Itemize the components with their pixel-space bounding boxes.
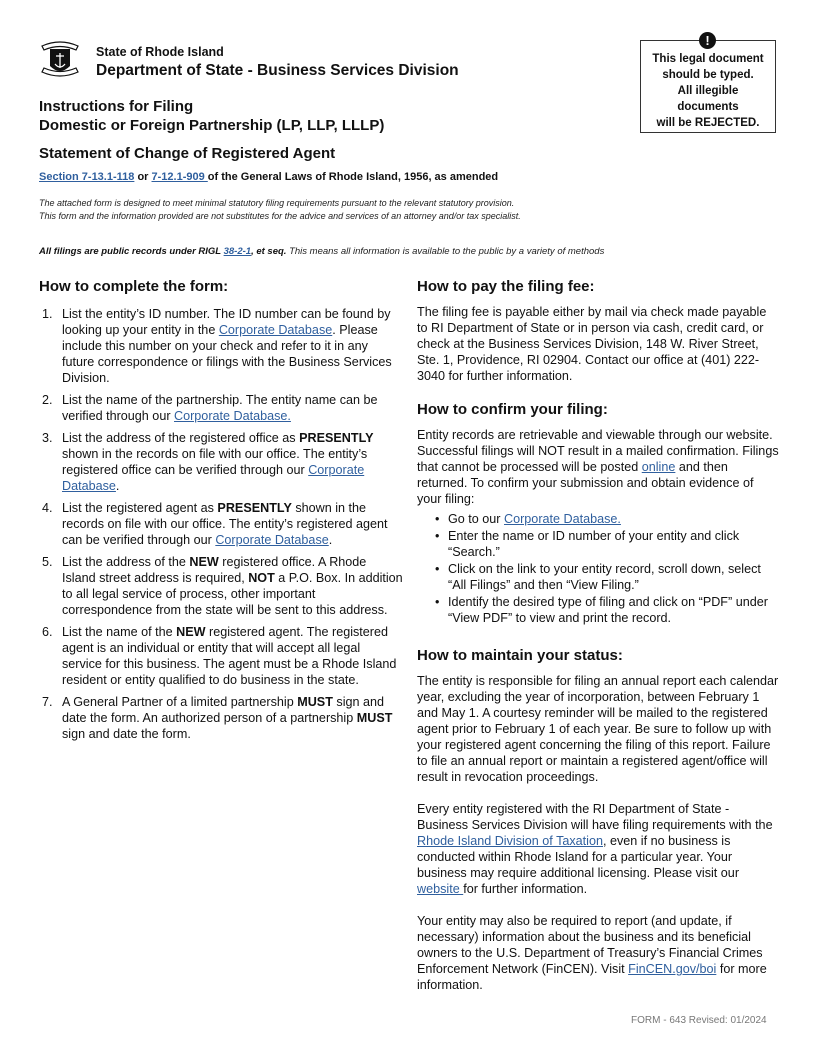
step-number: 7. xyxy=(42,695,53,709)
bullet-icon: • xyxy=(435,562,440,576)
pay-fee-section xyxy=(417,278,779,384)
taxation-text xyxy=(417,801,779,897)
confirm-section xyxy=(417,401,779,626)
state-name: State of Rhode Island xyxy=(96,45,224,59)
taxation-text-part: Every entity registered with the RI Department of State - Business Services Division will have filing requirements with the xyxy=(417,802,773,832)
bullet-icon: • xyxy=(435,595,440,609)
bullet-text: Identify the desired type of filing and click on “PDF” under “View PDF” to view and print the record. xyxy=(448,595,768,625)
section-7-12-1-909-link[interactable]: 7-12.1-909 xyxy=(151,171,208,183)
emphasis: PRESENTLY xyxy=(299,431,374,445)
complete-form-heading: How to complete the form: xyxy=(39,278,229,295)
public-records-notice xyxy=(39,246,604,257)
rhode-island-seal-icon xyxy=(38,38,82,82)
step-text: List the name of the xyxy=(62,625,177,639)
list-item xyxy=(39,554,403,618)
notice-line: will be REJECTED. xyxy=(656,117,760,129)
statute-reference xyxy=(39,171,498,183)
ri-division-of-taxation-link[interactable]: Rhode Island Division of Taxation xyxy=(417,834,603,848)
corporate-database-link[interactable]: Corporate Database xyxy=(218,323,333,337)
disclaimer-line: The attached form is designed to meet minimal statutory filing requirements pursuant to the relevant statutory provision. xyxy=(39,198,515,208)
step-text: List the entity’s ID number. The ID number can be found by looking up your entity in the xyxy=(62,307,391,337)
confirm-steps-list xyxy=(417,511,779,626)
department-name: Department of State - Business Services Division xyxy=(96,62,459,79)
right-column xyxy=(417,278,779,993)
step-text: . Please include this number on your check and refer to it in any future correspondence or filings with the Business Services Division. xyxy=(62,323,392,385)
notice-line: should be typed. xyxy=(662,69,754,81)
list-item xyxy=(39,500,403,548)
corporate-database-link[interactable]: Corporate Database xyxy=(215,533,329,547)
emphasis: MUST xyxy=(297,695,333,709)
maintain-text: The entity is responsible for filing an annual report each calendar year, excluding the year of incorporation, between February 1 and May 1. A courtesy reminder will be mailed to the registered agent prior to February 1 of each year. Be sure to follow up with your registered agent concerning the filing of this report. Failure to file an annual report or maintain a registered agent/office will result in revocation proceedings. xyxy=(417,674,779,784)
confirm-heading: How to confirm your filing: xyxy=(417,401,608,418)
et-seq-text: , et seq. xyxy=(251,246,287,257)
list-item xyxy=(39,624,403,688)
list-item xyxy=(417,594,779,626)
step-number: 1. xyxy=(42,307,53,321)
step-number: 5. xyxy=(42,555,53,569)
step-text: registered office. A Rhode Island street address is required, xyxy=(62,555,367,585)
or-text: or xyxy=(134,171,152,183)
maintain-section xyxy=(417,647,779,993)
fincen-text-part: Your entity may also be required to report (and update, if necessary) information about the business and its beneficial owners to the U.S. Department of Treasury’s Financial Crimes Enforcement Network (FinCEN). Visit xyxy=(417,914,763,976)
section-7-13-1-118-link[interactable]: Section 7-13.1-118 xyxy=(39,171,135,183)
notice-line: This legal document xyxy=(652,53,764,65)
step-text: List the name of the partnership. The entity name can be verified through our xyxy=(62,393,378,423)
step-text: a P.O. Box. In addition to all legal service of process, other important correspondence from the state will be sent to this address. xyxy=(62,571,403,617)
list-item xyxy=(39,430,403,494)
step-number: 4. xyxy=(42,501,53,515)
emphasis: NOT xyxy=(248,571,275,585)
step-number: 2. xyxy=(42,393,53,407)
disclaimer xyxy=(39,197,521,222)
list-item xyxy=(39,694,403,742)
emphasis: PRESENTLY xyxy=(217,501,292,515)
emphasis: NEW xyxy=(189,555,219,569)
step-text: sign and date the form. An authorized person of a partnership xyxy=(62,695,385,725)
emphasis: NEW xyxy=(176,625,206,639)
notice-line: All illegible xyxy=(677,85,739,97)
confirm-text-part: and then returned. To confirm your submission and obtain evidence of your filing: xyxy=(417,460,754,506)
step-number: 3. xyxy=(42,431,53,445)
corporate-database-link[interactable]: Corporate Database xyxy=(62,463,365,493)
list-item xyxy=(417,511,779,527)
step-text: shown in the records on file with our office. The entity’s registered agent can be verified through our xyxy=(62,501,388,547)
step-text: shown in the records on file with our office. The entity’s registered office can be verified through our xyxy=(62,447,368,477)
disclaimer-line: This form and the information provided are not substitutes for the advice and services of an attorney and/or tax specialist. xyxy=(39,210,521,221)
online-link[interactable]: online xyxy=(641,460,676,474)
entity-type-line: Domestic or Foreign Partnership (LP, LLP, LLLP) xyxy=(39,117,385,134)
statute-text: of the General Laws of Rhode Island, 1956, as amended xyxy=(207,171,499,183)
complete-form-section xyxy=(39,278,403,748)
pay-fee-text: The filing fee is payable either by mail via check made payable to RI Department of State or in person via cash, credit card, or check at the Business Services Division, 148 W. River Street, Ste. 1, Providence, RI 02904. Contact our office at (401) 222-3040 for further information. xyxy=(417,305,767,383)
legal-notice-box xyxy=(640,33,776,133)
list-item xyxy=(417,561,779,593)
exclamation-icon: ! xyxy=(699,32,716,49)
list-item xyxy=(39,306,403,386)
fincen-text xyxy=(417,913,779,993)
website-link[interactable]: website xyxy=(417,882,464,896)
step-text: . xyxy=(115,479,120,493)
step-text: sign and date the form. xyxy=(62,727,191,741)
steps-list xyxy=(39,306,403,742)
list-item xyxy=(39,392,403,424)
instructions-line: Instructions for Filing xyxy=(39,98,194,115)
bullet-text: Click on the link to your entity record, scroll down, select “All Filings” and then “View Filing.” xyxy=(448,562,761,592)
maintain-heading: How to maintain your status: xyxy=(417,647,623,664)
public-records-label: All filings are public records under RIGL xyxy=(39,246,224,257)
confirm-text-part: Entity records are retrievable and viewable through our website. Successful filings will NOT result in a mailed confirmation. Filings that cannot be processed will be posted xyxy=(417,428,779,474)
step-number: 6. xyxy=(42,625,53,639)
pay-fee-heading: How to pay the filing fee: xyxy=(417,278,595,295)
corporate-database-link[interactable]: Corporate Database. xyxy=(174,409,291,423)
confirm-text xyxy=(417,427,779,507)
notice-line: documents xyxy=(677,101,739,113)
emphasis: MUST xyxy=(356,711,393,725)
form-revision-footer: FORM - 643 Revised: 01/2024 xyxy=(631,1015,767,1026)
fincen-text-part: for more information. xyxy=(417,962,767,992)
statement-title: Statement of Change of Registered Agent xyxy=(39,145,336,162)
bullet-icon: • xyxy=(435,529,440,543)
step-text: . xyxy=(328,533,333,547)
taxation-text-part: for further information. xyxy=(463,882,588,896)
bullet-text: Enter the name or ID number of your entity and click “Search.” xyxy=(448,529,740,559)
step-text: A General Partner of a limited partnership xyxy=(62,695,298,709)
public-records-text: This means all information is available to the public by a variety of methods xyxy=(286,246,605,257)
list-item xyxy=(417,528,779,560)
step-text: List the registered agent as xyxy=(62,501,218,515)
bullet-icon: • xyxy=(435,512,440,526)
fincen-boi-link[interactable]: FinCEN.gov/boi xyxy=(628,962,717,976)
step-text: registered agent. The registered agent is an individual or entity that will accept all legal service for this business. The agent must be a Rhode Island resident or entity qualified to do business in the state. xyxy=(62,625,397,687)
instructions-title xyxy=(39,97,384,135)
step-text: List the address of the registered office as xyxy=(62,431,300,445)
rigl-38-2-1-link[interactable]: 38-2-1 xyxy=(223,246,252,257)
bullet-text: Go to our xyxy=(448,512,505,526)
taxation-text-part: , even if no business is conducted within Rhode Island for a particular year. Your business may require additional licensing. Please visit our xyxy=(417,834,740,880)
step-text: List the address of the xyxy=(62,555,190,569)
corporate-database-link[interactable]: Corporate Database. xyxy=(504,512,621,526)
